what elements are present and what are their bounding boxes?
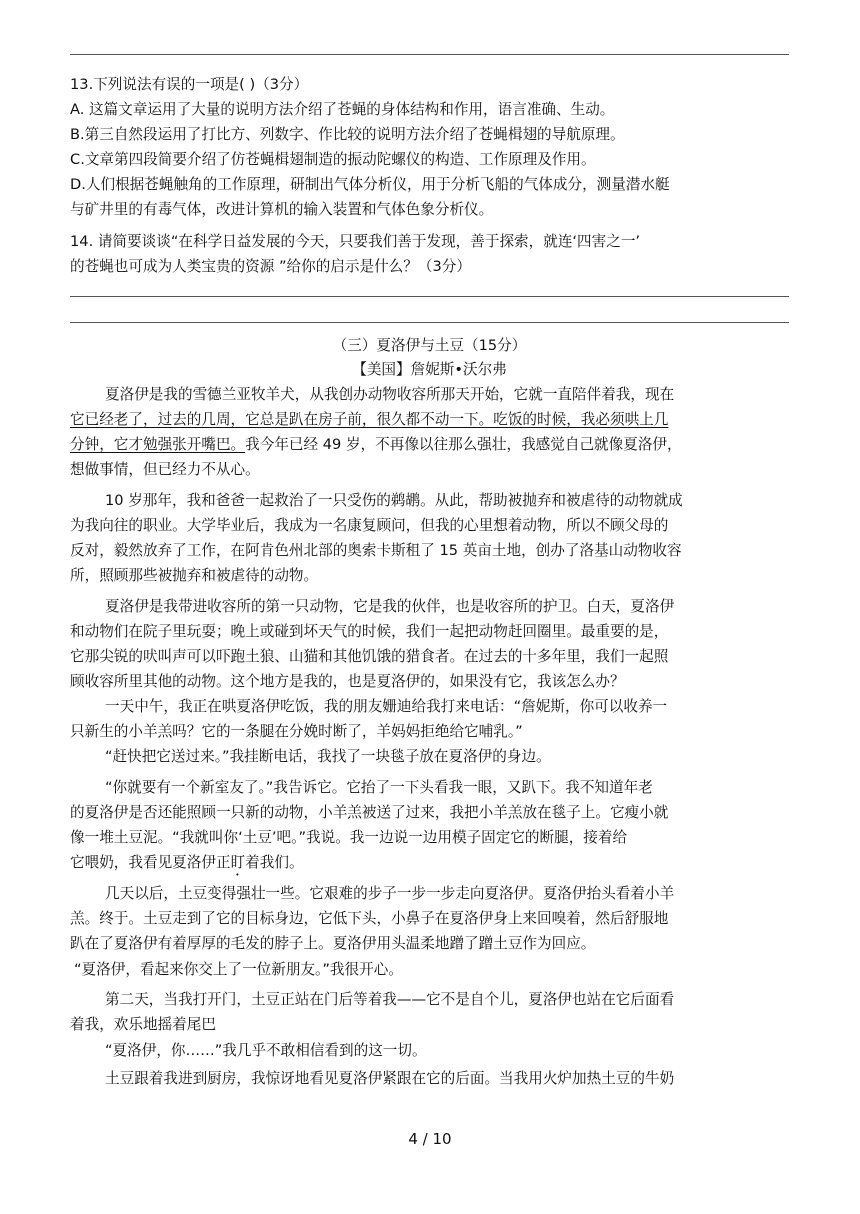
p7-line1: 几天以后，土豆变得强壮一些。它艰难的步子一步一步走向夏洛伊。夏洛伊抬头看着小羊 — [105, 885, 675, 902]
p2-line3: 反对，毅然放弃了工作，在阿肯色州北部的奥索卡斯租了 15 英亩土地，创办了洛基山动物收容 — [70, 542, 682, 559]
p1-line4: 想做事情，但已经力不从心。 — [70, 461, 260, 478]
q14-stem-line1: 14. 请简要谈谈“在科学日益发展的今天，只要我们善于发现，善于探索，就连‘四害之一’ — [70, 233, 641, 250]
p11-line: 土豆跟着我进到厨房，我惊讶地看见夏洛伊紧跟在它的后面。当我用火炉加热土豆的牛奶 — [105, 1070, 675, 1087]
p6-line4 — [70, 851, 789, 875]
q13-option-c: C.文章第四段简要介绍了仿苍蝇楫翅制造的振动陀螺仪的构造、工作原理及作用。 — [70, 151, 596, 168]
p10-line: “夏洛伊，你……”我几乎不敢相信看到的这一切。 — [105, 1042, 427, 1059]
q14-stem-line2: 的苍蝇也可成为人类宝贵的资源 ”给你的启示是什么？（3分） — [70, 258, 471, 275]
p3-line1: 夏洛伊是我带进收容所的第一只动物，它是我的伙伴，也是收容所的护卫。白天，夏洛伊 — [105, 598, 675, 615]
p7-line2: 羔。终于。土豆走到了它的目标身边，它低下头，小鼻子在夏洛伊身上来回嗅着，然后舒服地 — [70, 910, 669, 927]
p2-line4: 所，照顾那些被抛弃和被虐待的动物。 — [70, 567, 319, 584]
p4-line2: 只新生的小羊羔吗？它的一条腿在分娩时断了，羊妈妈拒绝给它哺乳。” — [70, 723, 523, 740]
p5-line: “赶快把它送过来。”我挂断电话，我找了一块毯子放在夏洛伊的身边。 — [105, 748, 551, 765]
answer-line-1 — [70, 296, 789, 297]
p6-line4-start: 它喂奶，我看见夏洛伊正 — [70, 854, 231, 871]
p6-line4-end: 着我们。 — [245, 854, 304, 871]
p2-line1: 10 岁那年，我和爸爸一起救治了一只受伤的鹈鹕。从此，帮助被抛弃和被虐待的动物就成 — [105, 492, 683, 509]
emphasized-char: 盯 — [230, 854, 246, 871]
p3-line4: 顾收容所里其他的动物。这个地方是我的，也是夏洛伊的，如果没有它，我该怎么办？ — [70, 673, 625, 690]
p1-underlined-end: 分钟，它才勉强张开嘴巴。 — [70, 436, 246, 453]
p3-line3: 它那尖锐的吠叫声可以吓跑土狼、山猫和其他饥饿的猎食者。在过去的十多年里，我们一起照 — [70, 648, 669, 665]
page-number: 4 / 10 — [408, 1130, 452, 1148]
author-line: 【美国】詹妮斯•沃尔弗 — [352, 361, 507, 378]
p1-line3 — [70, 433, 789, 457]
section-title: （三）夏洛伊与土豆（15分） — [332, 337, 527, 354]
p8-line: “夏洛伊，看起来你交上了一位新朋友。”我很开心。 — [74, 961, 403, 978]
p6-line3: 像一堆土豆泥。“我就叫你‘土豆’吧。”我说。我一边说一边用模子固定它的断腿，接着给 — [70, 829, 628, 846]
p1-line1: 夏洛伊是我的雪德兰亚牧羊犬，从我创办动物收容所那天开始，它就一直陪伴着我，现在 — [105, 386, 675, 403]
p6-line2: 的夏洛伊是否还能照顾一只新的动物，小羊羔被送了过来，我把小羊羔放在毯子上。它瘦小就 — [70, 804, 669, 821]
q13-stem: 13.下列说法有误的一项是( )（3分） — [70, 76, 309, 93]
p6-line1: “你就要有一个新室友了。”我告诉它。它抬了一下头看我一眼，又趴下。我不知道年老 — [105, 779, 653, 796]
answer-line-2 — [70, 322, 789, 323]
p9-line2: 着我，欢乐地摇着尾巴 — [70, 1016, 216, 1033]
q13-option-b: B.第三自然段运用了打比方、列数字、作比较的说明方法介绍了苍蝇楫翅的导航原理。 — [70, 126, 625, 143]
q13-option-d-line1: D.人们根据苍蝇触角的工作原理，研制出气体分析仪，用于分析飞船的气体成分，测量潜水艇 — [70, 176, 670, 193]
p9-line1: 第二天，当我打开门，土豆正站在门后等着我——它不是自个儿，夏洛伊也站在它后面看 — [105, 991, 675, 1008]
p1-line2-underlined: 它已经老了，过去的几周，它总是趴在房子前，很久都不动一下。吃饭的时候，我必须哄上几 — [70, 411, 669, 428]
p4-line1: 一天中午，我正在哄夏洛伊吃饭，我的朋友姗迪给我打来电话：“詹妮斯，你可以收养一 — [105, 698, 668, 715]
top-rule — [70, 54, 789, 55]
p7-line3: 趴在了夏洛伊有着厚厚的毛发的脖子上。夏洛伊用头温柔地蹭了蹭土豆作为回应。 — [70, 935, 596, 952]
p1-line3-rest: 我今年已经 49 岁，不再像以往那么强壮，我感觉自己就像夏洛伊， — [245, 436, 682, 453]
p3-line2: 和动物们在院子里玩耍；晚上或碰到坏天气的时候，我们一起把动物赶回圈里。最重要的是， — [70, 623, 669, 640]
q13-option-a: A. 这篇文章运用了大量的说明方法介绍了苍蝇的身体结构和作用，语言准确、生动。 — [70, 101, 615, 118]
q13-option-d-line2: 与矿井里的有毒气体，改进计算机的输入装置和气体色象分析仪。 — [70, 201, 494, 218]
p2-line2: 为我向往的职业。大学毕业后，我成为一名康复顾问，但我的心里想着动物，所以不顾父母的 — [70, 517, 669, 534]
